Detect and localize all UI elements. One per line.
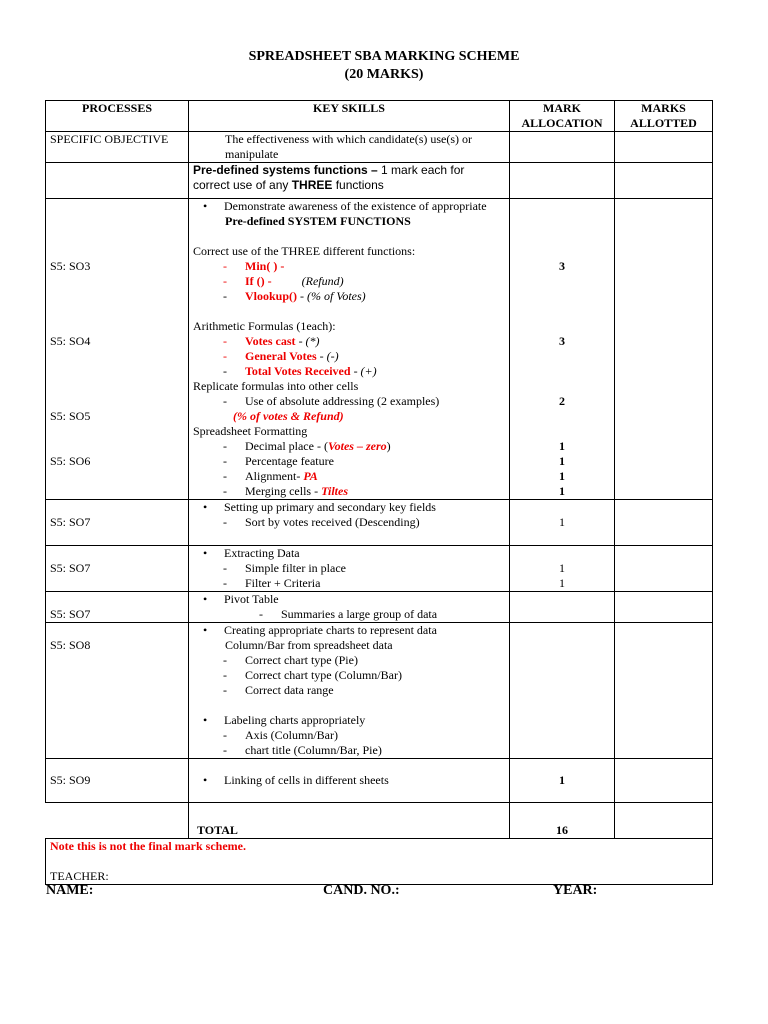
list-item: - Filter + Criteria	[193, 576, 505, 591]
process-label: S5: SO4	[50, 334, 91, 348]
list-item: - Vlookup() - (% of Votes)	[193, 289, 505, 304]
table-row	[46, 500, 713, 546]
header-row	[46, 101, 713, 132]
list-item: • Linking of cells in different sheets	[193, 773, 505, 788]
process-label: S5: SO9	[50, 773, 91, 787]
mark-value: 2	[559, 394, 565, 408]
table-row	[46, 623, 713, 759]
note-text: Note this is not the final mark scheme.	[50, 839, 246, 853]
mark-value: 1	[559, 484, 565, 498]
note-row	[46, 839, 713, 885]
mark-cell[interactable]	[510, 132, 615, 163]
list-item: • Extracting Data	[193, 546, 505, 561]
list-item: - chart title (Column/Bar, Pie)	[193, 743, 505, 758]
mark-cell[interactable]	[510, 759, 615, 803]
allotted-cell[interactable]	[615, 803, 713, 839]
allotted-cell[interactable]	[615, 759, 713, 803]
marking-table	[45, 100, 713, 885]
mark-value: 1	[559, 454, 565, 468]
table-row	[46, 759, 713, 803]
list-item: - Total Votes Received - (+)	[193, 364, 505, 379]
list-item: - Sort by votes received (Descending)	[193, 515, 505, 530]
list-item: - Use of absolute addressing (2 examples)	[193, 394, 505, 409]
header-processes: PROCESSES	[46, 101, 189, 132]
predefined-text: Pre-defined systems functions – 1 mark each for correct use of any THREE functions	[189, 163, 510, 199]
allotted-cell[interactable]	[615, 500, 713, 546]
allotted-cell[interactable]	[615, 199, 713, 500]
list-item: - Correct data range	[193, 683, 505, 698]
list-item: - Decimal place - (Votes – zero)	[193, 439, 505, 454]
mark-cell[interactable]	[510, 623, 615, 759]
specific-objective-text: The effectiveness with which candidate(s) use(s) or manipulate	[189, 132, 510, 163]
list-item: - General Votes - (-)	[193, 349, 505, 364]
list-item: - Percentage feature	[193, 454, 505, 469]
mark-cell[interactable]	[510, 592, 615, 623]
mark-value: 1	[559, 515, 565, 529]
list-item: - Simple filter in place	[193, 561, 505, 576]
empty-cell	[46, 163, 189, 199]
allotted-cell[interactable]	[615, 623, 713, 759]
list-item: Column/Bar from spreadsheet data	[225, 638, 393, 652]
list-item: • Creating appropriate charts to represent data	[193, 623, 505, 638]
allotted-cell[interactable]	[615, 132, 713, 163]
key-skills-main	[189, 199, 510, 500]
table-row	[46, 592, 713, 623]
mark-cell[interactable]	[510, 500, 615, 546]
list-item: Replicate formulas into other cells	[193, 379, 359, 393]
process-label: S5: SO3	[50, 259, 91, 273]
table-row	[46, 163, 713, 199]
header-key-skills: KEY SKILLS	[189, 101, 510, 132]
list-item: - Votes cast - (*)	[193, 334, 505, 349]
process-label: S5: SO8	[50, 638, 91, 652]
mark-value: 1	[559, 439, 565, 453]
year-label: YEAR:	[553, 883, 598, 898]
mark-cell[interactable]	[510, 163, 615, 199]
list-item: Spreadsheet Formatting	[193, 424, 308, 438]
allotted-cell[interactable]	[615, 546, 713, 592]
page-subtitle: (20 MARKS)	[344, 67, 424, 82]
list-item: - Alignment- PA	[193, 469, 505, 484]
header-mark-allocation: MARK ALLOCATION	[510, 101, 615, 132]
total-row	[46, 803, 713, 839]
total-label: TOTAL	[197, 823, 238, 837]
list-item: - Merging cells - Tiltes	[193, 484, 505, 499]
mark-value: 1	[559, 469, 565, 483]
list-item: • Demonstrate awareness of the existence of appropriate	[193, 199, 505, 214]
list-item: • Pivot Table	[193, 592, 505, 607]
name-label: NAME:	[46, 883, 94, 898]
process-label: S5: SO7	[50, 515, 91, 529]
total-value: 16	[556, 823, 568, 837]
list-item: - Correct chart type (Column/Bar)	[193, 668, 505, 683]
page-title: SPREADSHEET SBA MARKING SCHEME	[248, 49, 520, 64]
process-label: S5: SO7	[50, 607, 91, 621]
allotted-cell[interactable]	[615, 163, 713, 199]
list-item: • Setting up primary and secondary key fields	[193, 500, 505, 515]
list-item: Arithmetic Formulas (1each):	[193, 319, 336, 333]
mark-value: 3	[559, 334, 565, 348]
list-item: Pre-defined SYSTEM FUNCTIONS	[225, 214, 411, 228]
list-item: (% of votes & Refund)	[233, 409, 344, 423]
process-label: S5: SO5	[50, 409, 91, 423]
table-row	[46, 132, 713, 163]
list-item: - If () - (Refund)	[193, 274, 505, 289]
allotted-cell[interactable]	[615, 592, 713, 623]
mark-value: 3	[559, 259, 565, 273]
specific-objective-label: SPECIFIC OBJECTIVE	[46, 132, 189, 163]
mark-cell[interactable]	[510, 546, 615, 592]
mark-value: 1	[559, 576, 565, 590]
mark-value: 1	[559, 773, 565, 787]
list-item: - Correct chart type (Pie)	[193, 653, 505, 668]
teacher-label: TEACHER:	[50, 869, 109, 883]
process-label: S5: SO6	[50, 454, 91, 468]
mark-value: 1	[559, 561, 565, 575]
list-item: - Axis (Column/Bar)	[193, 728, 505, 743]
list-item: - Min( ) -	[193, 259, 505, 274]
table-row	[46, 199, 713, 500]
table-row	[46, 546, 713, 592]
process-label: S5: SO7	[50, 561, 91, 575]
list-item: • Labeling charts appropriately	[193, 713, 505, 728]
processes-column	[46, 199, 189, 500]
header-marks-allotted: MARKS ALLOTTED	[615, 101, 713, 132]
mark-column[interactable]	[510, 199, 615, 500]
list-item: - Summaries a large group of data	[193, 607, 505, 622]
candidate-number-label: CAND. NO.:	[323, 883, 400, 898]
list-item: Correct use of the THREE different functions:	[193, 244, 416, 258]
